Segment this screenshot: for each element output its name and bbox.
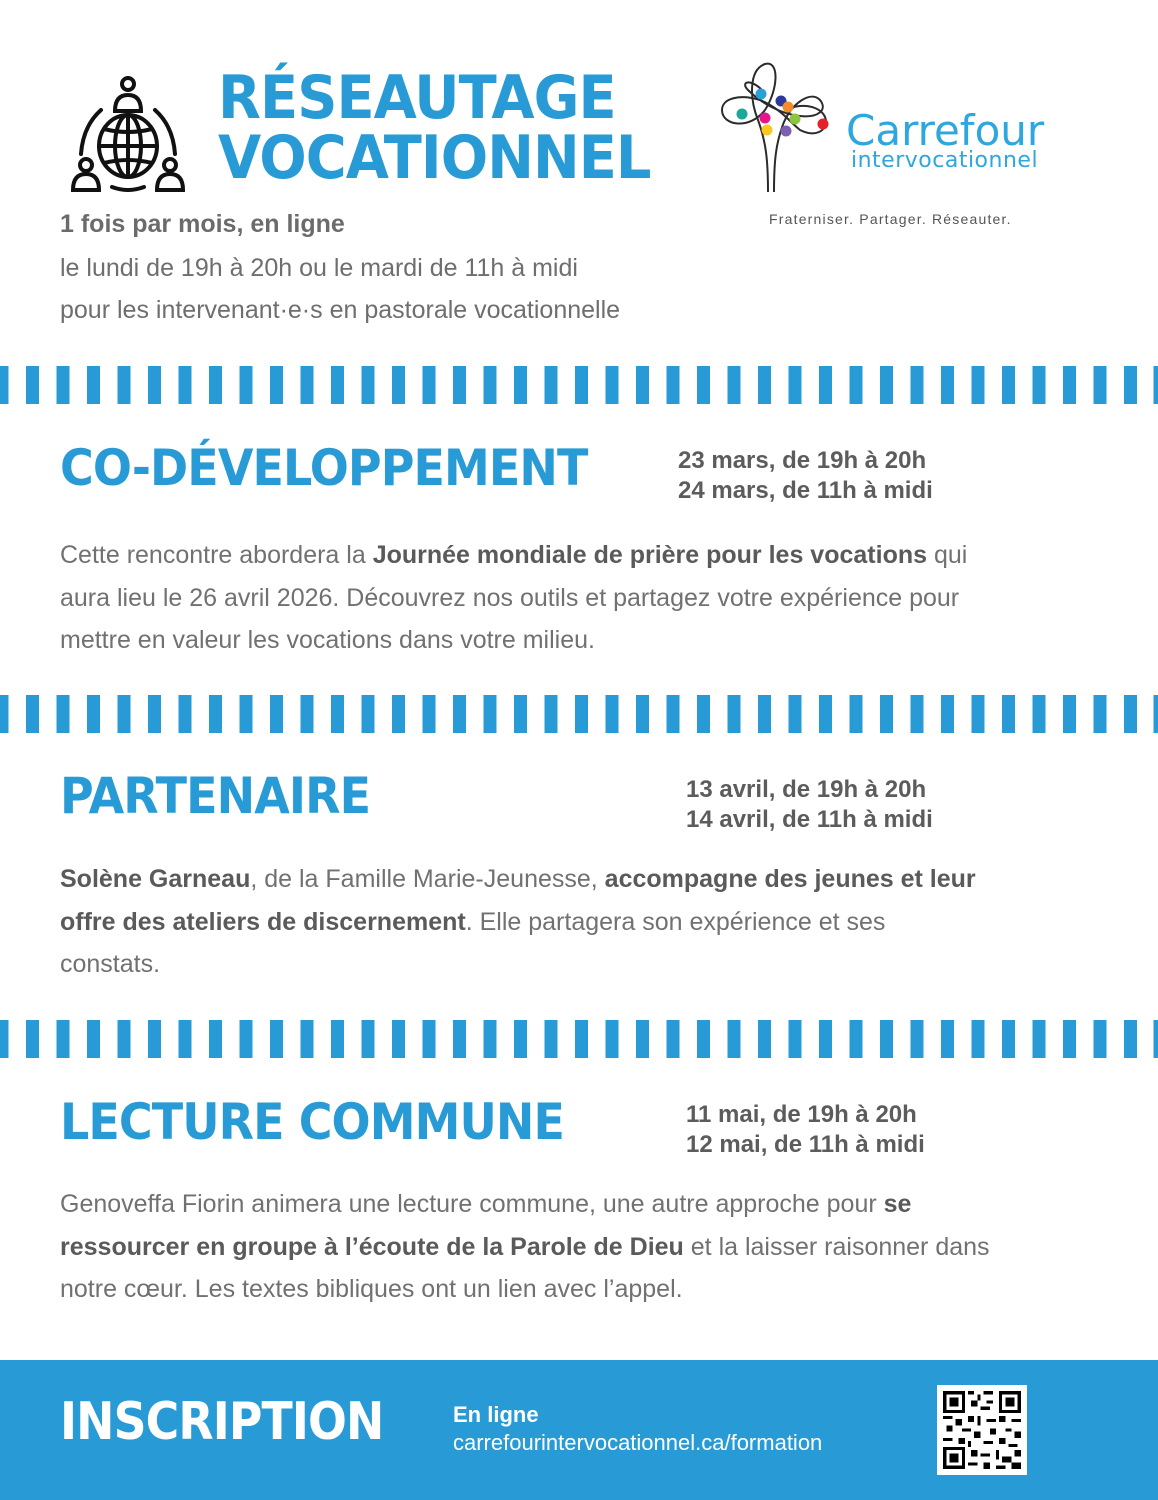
section-description — [60, 858, 980, 986]
date-tuesday: 14 avril, de 11h à midi — [686, 806, 933, 833]
text-run: , de la Famille Marie-Jeunesse, — [250, 865, 605, 893]
text-run-bold: accompagne des jeunes et leur offre des ateliers de discernement — [60, 865, 976, 936]
title-line-1: RÉSEAUTAGE — [218, 63, 616, 133]
text-run: et la laisser raisonner dans notre cœur. Les textes bibliques ont un lien avec l’appel. — [60, 1232, 990, 1303]
qr-code-icon[interactable] — [937, 1385, 1027, 1475]
text-run: Cette rencontre abordera la — [60, 541, 373, 569]
section-dates — [686, 1100, 925, 1160]
registration-footer — [0, 1360, 1158, 1500]
section-title-codeveloppement: CO-DÉVELOPPEMENT — [60, 439, 588, 497]
text-run: Genoveffa Fiorin animera une lecture commune, une autre approche pour — [60, 1190, 884, 1218]
logo-name: Carrefour — [846, 106, 1045, 155]
text-run: . Elle partagera son expérience et ses constats. — [60, 907, 886, 978]
date-tuesday: 24 mars, de 11h à midi — [678, 477, 933, 504]
title-line-2: VOCATIONNEL — [218, 123, 651, 193]
date-tuesday: 12 mai, de 11h à midi — [686, 1131, 925, 1158]
footer-title: INSCRIPTION — [60, 1392, 384, 1452]
date-monday: 13 avril, de 19h à 20h — [686, 776, 927, 803]
intro-audience: pour les intervenant·e·s en pastorale vocationnelle — [60, 296, 621, 324]
logo-subtitle: intervocationnel — [851, 148, 1039, 173]
text-run-bold: Journée mondiale de prière pour les vocations — [372, 541, 928, 569]
intro-frequency: 1 fois par mois, en ligne — [60, 210, 345, 238]
section-dates — [678, 446, 933, 506]
page-title — [218, 63, 651, 193]
section-title-partenaire: PARTENAIRE — [60, 767, 371, 825]
logo-tagline: Fraterniser. Partager. Réseauter. — [769, 211, 1012, 227]
section-title-lecture-commune: LECTURE COMMUNE — [60, 1093, 564, 1151]
text-run-bold: se ressourcer en groupe à l’écoute de la Parole de Dieu — [60, 1190, 912, 1261]
intro-schedule: le lundi de 19h à 20h ou le mardi de 11h à midi — [60, 254, 578, 282]
section-dates — [686, 775, 933, 835]
stripe-divider — [0, 695, 1158, 733]
carrefour-tree-logo-icon — [720, 60, 830, 192]
text-run: qui aura lieu le 26 avril 2026. Découvrez nos outils et partagez votre expérience pour mettre en valeur les vocations dans votre milieu. — [60, 541, 968, 654]
date-monday: 23 mars, de 19h à 20h — [678, 447, 927, 474]
section-description — [60, 1183, 1040, 1311]
text-run-bold: Solène Garneau — [60, 865, 251, 893]
footer-label: En ligne — [453, 1402, 539, 1427]
registration-link[interactable]: carrefourintervocationnel.ca/formation — [453, 1430, 823, 1455]
section-description — [60, 534, 1000, 662]
stripe-divider — [0, 366, 1158, 404]
date-monday: 11 mai, de 19h à 20h — [686, 1101, 917, 1128]
stripe-divider — [0, 1020, 1158, 1058]
network-globe-people-icon — [66, 72, 191, 192]
